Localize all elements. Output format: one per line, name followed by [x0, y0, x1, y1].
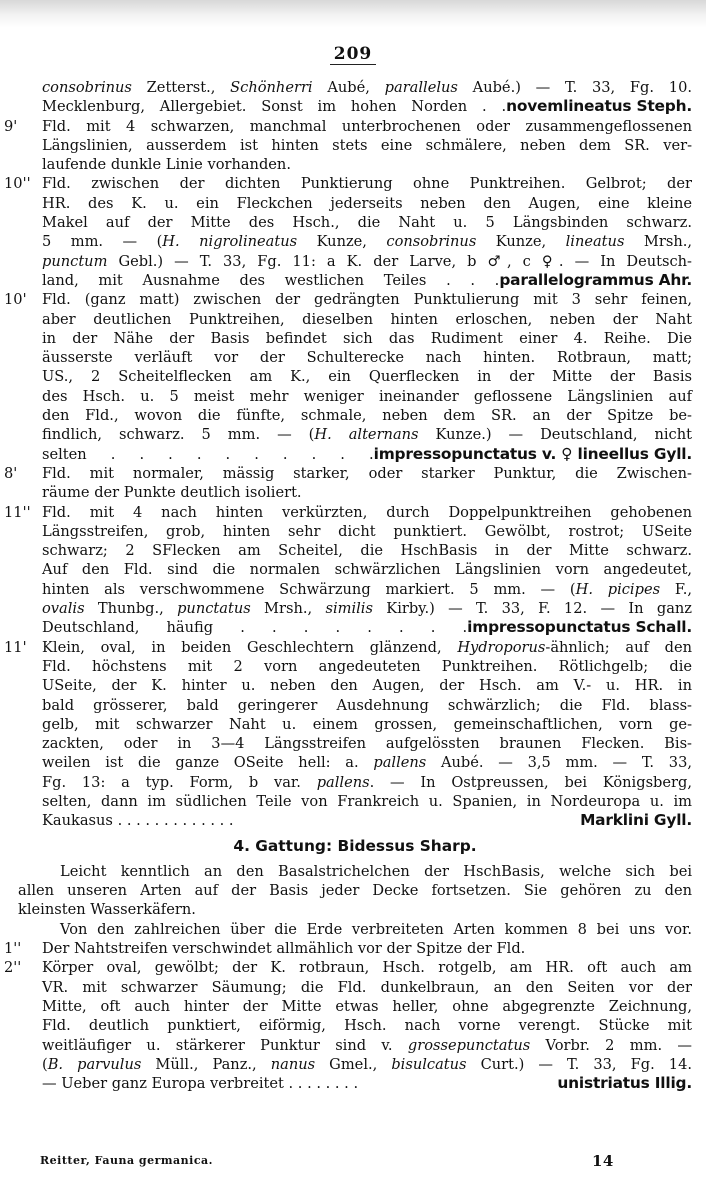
text-line [18, 483, 692, 502]
text-line [4, 638, 692, 657]
line-text: selten . . . . . . . . . . impressopunctatus v. ♀ lineellus Gyll. [42, 444, 692, 463]
footer [40, 1152, 680, 1170]
line-text: Körper oval, gewölbt; der K. rotbraun, Hsch. rotgelb, am HR. oft auch am [42, 959, 692, 977]
text-line [18, 213, 692, 232]
line-text: Leicht kenntlich an den Basalstrichelchen der HschBasis, welche sich bei [60, 862, 692, 880]
line-text: gelb, mit schwarzer Naht u. einem grossen, gemeinschaftlichen, vorn ge- [42, 715, 692, 733]
line-text: Mitte, oft auch hinter der Mitte etwas heller, ohne abgegrenzte Zeichnung, [42, 997, 692, 1015]
line-text: äusserste verläuft vor der Schulterecke nach hinten. Rotbraun, matt; [42, 349, 692, 367]
line-text: Von den zahlreichen über die Erde verbreiteten Arten kommen 8 bei uns vor. [60, 920, 692, 938]
line-text: consobrinus Zetterst., Schönherri Aubé, parallelus Aubé.) — T. 33, Fg. 10. [42, 79, 692, 96]
line-text: den Fld., wovon die fünfte, schmale, neben dem SR. an der Spitze be- [42, 407, 692, 425]
text-line [18, 618, 692, 637]
text-line [18, 136, 692, 155]
line-text: punctum Gebl.) — T. 33, Fg. 11: a K. der Larve, b ♂, c ♀. — In Deutsch- [42, 252, 692, 270]
text-line [18, 425, 692, 444]
text-line [18, 676, 692, 695]
text-line [4, 290, 692, 309]
line-text: Längsstreifen, grob, hinten sehr dicht punktiert. Gewölbt, rostrot; USeite [42, 522, 692, 540]
line-text: Fld. mit 4 schwarzen, manchmal unterbrochenen oder zusammengeflossenen [42, 117, 692, 135]
text-line [18, 978, 692, 997]
signature-number: 14 [592, 1152, 614, 1170]
section-heading-text: 4. Gattung: Bidessus Sharp. [233, 836, 477, 855]
page-number-rule [330, 64, 376, 65]
footer-signature-title: Reitter, Fauna germanica. [40, 1154, 214, 1167]
line-text: ovalis Thunbg., punctatus Mrsh., similis Kirby.) — T. 33, F. 12. — In ganz [42, 600, 692, 618]
line-text: findlich, schwarz. 5 mm. — (H. alternans Kunze.) — Deutschland, nicht [42, 426, 692, 444]
key-number: 8' [4, 464, 18, 482]
line-text: USeite, der K. hinter u. neben den Augen, der Hsch. am V.- u. HR. in [42, 677, 692, 695]
line-text: Deutschland, häufig . . . . . . . . impressopunctatus Schall. [42, 618, 692, 637]
key-number: 10' [4, 291, 27, 309]
text-line [18, 406, 692, 425]
text-line [18, 696, 692, 715]
page-number: 209 [333, 44, 373, 64]
line-text: Der Nahtstreifen verschwindet allmählich vor der Spitze der Fld. [42, 940, 526, 958]
text-line [18, 310, 692, 329]
text-line [18, 155, 692, 174]
text-line [18, 657, 692, 676]
line-text: land, mit Ausnahme des westlichen Teiles . . . parallelogrammus Ahr. [42, 270, 692, 289]
line-text: Fld. mit normaler, mässig starker, oder starker Punktur, die Zwischen- [42, 464, 692, 482]
text-line [18, 329, 692, 348]
line-text: Fld. zwischen der dichten Punktierung ohne Punktreihen. Gelbrot; der [42, 175, 692, 193]
text-line [18, 271, 692, 290]
line-text: zackten, oder in 3—4 Längsstreifen aufgelössten braunen Flecken. Bis- [42, 735, 692, 753]
text-line [18, 232, 692, 251]
text-line [18, 599, 692, 618]
key-number: 11' [4, 638, 27, 656]
text-line [18, 811, 692, 830]
text-line [18, 97, 692, 116]
line-text: des Hsch. u. 5 meist mehr weniger ineinander geflossene Längslinien auf [42, 387, 692, 405]
text-line [18, 773, 692, 792]
key-number: 10'' [4, 175, 31, 193]
line-text: Fld. (ganz matt) zwischen der gedrängten Punktulierung mit 3 sehr feinen, [42, 291, 692, 309]
section-heading [18, 837, 692, 856]
text-line [4, 939, 692, 958]
text-line [18, 920, 692, 939]
text-line [18, 792, 692, 811]
line-text: — Ueber ganz Europa verbreitet . . . . . . . . unistriatus Illig. [42, 1074, 692, 1093]
key-number: 11'' [4, 503, 31, 521]
line-text: selten, dann im südlichen Teile von Frankreich u. Spanien, in Nordeuropa u. im [42, 792, 692, 810]
text-line [18, 387, 692, 406]
line-text: Klein, oval, in beiden Geschlechtern glänzend, Hydroporus-ähnlich; auf den [42, 638, 692, 656]
text-line [18, 580, 692, 599]
text-line [18, 900, 692, 919]
text-line [18, 1036, 692, 1055]
line-text: Kaukasus . . . . . . . . . . . . . Marklini Gyll. [42, 811, 692, 830]
line-text: kleinsten Wasserkäfern. [18, 901, 196, 919]
line-text: Fld. höchstens mit 2 vorn angedeuteten Punktreihen. Rötlichgelb; die [42, 657, 692, 675]
line-text: weitläufiger u. stärkerer Punktur sind v. grossepunctatus Vorbr. 2 mm. — [42, 1036, 692, 1054]
line-text: hinten als verschwommene Schwärzung markiert. 5 mm. — (H. picipes F., [42, 580, 692, 598]
text-line [4, 503, 692, 522]
line-text: Makel auf der Mitte des Hsch., die Naht u. 5 Längsbinden schwarz. [42, 214, 692, 232]
line-text: US., 2 Scheitelflecken am K., ein Querflecken in der Mitte der Basis [42, 368, 692, 386]
key-number: 9' [4, 117, 18, 135]
text-line [18, 997, 692, 1016]
text-line [18, 78, 692, 97]
line-text: weilen ist die ganze OSeite hell: a. pallens Aubé. — 3,5 mm. — T. 33, [42, 754, 692, 772]
text-line [18, 445, 692, 464]
line-text: schwarz; 2 SFlecken am Scheitel, die HschBasis in der Mitte schwarz. [42, 542, 692, 560]
text-line [18, 1016, 692, 1035]
line-text: Fld. deutlich punktiert, eiförmig, Hsch. nach vorne verengt. Stücke mit [42, 1017, 692, 1035]
text-line [18, 367, 692, 386]
line-text: Fld. mit 4 nach hinten verkürzten, durch Doppelpunktreihen gehobenen [42, 503, 692, 521]
text-line [18, 1074, 692, 1093]
text-line [4, 464, 692, 483]
line-text: HR. des K. u. ein Fleckchen jederseits neben den Augen, eine kleine [42, 194, 692, 212]
line-text: VR. mit schwarzer Säumung; die Fld. dunkelbraun, an den Seiten vor der [42, 978, 692, 996]
text-line [18, 541, 692, 560]
text-line [18, 348, 692, 367]
line-text: laufende dunkle Linie vorhanden. [42, 156, 291, 174]
line-text: in der Nähe der Basis befindet sich das Rudiment einer 4. Reihe. Die [42, 329, 692, 347]
text-line [18, 715, 692, 734]
line-text: bald grösserer, bald geringerer Ausdehnung schwärzlich; die Fld. blass- [42, 696, 692, 714]
key-block-bidessus [4, 862, 692, 1094]
line-text: Auf den Fld. sind die normalen schwärzlichen Längslinien vorn angedeutet, [42, 561, 692, 579]
text-line [18, 881, 692, 900]
text-line [18, 753, 692, 772]
text-line [18, 252, 692, 271]
key-number: 1'' [4, 940, 22, 958]
line-text: räume der Punkte deutlich isoliert. [42, 484, 302, 502]
text-line [4, 174, 692, 193]
text-line [18, 194, 692, 213]
text-line [18, 560, 692, 579]
line-text: Mecklenburg, Allergebiet. Sonst im hohen Norden . . novemlineatus Steph. [42, 97, 692, 116]
line-text: allen unseren Arten auf der Basis jeder Decke fortsetzen. Sie gehören zu den [18, 882, 692, 900]
line-text: (B. parvulus Müll., Panz., nanus Gmel., bisulcatus Curt.) — T. 33, Fg. 14. [42, 1055, 692, 1073]
text-line [4, 958, 692, 977]
text-line [18, 862, 692, 881]
key-block-hydroporus [4, 78, 692, 831]
text-line [4, 117, 692, 136]
key-text [4, 78, 692, 1093]
line-text: 5 mm. — (H. nigrolineatus Kunze, consobrinus Kunze, lineatus Mrsh., [42, 233, 692, 251]
line-text: Längslinien, ausserdem ist hinten stets eine schmälere, neben dem SR. ver- [42, 136, 692, 154]
text-line [18, 734, 692, 753]
line-text: aber deutlichen Punktreihen, dieselben hinten erloschen, neben der Naht [42, 310, 692, 328]
key-number: 2'' [4, 959, 22, 977]
text-line [18, 522, 692, 541]
text-line [18, 1055, 692, 1074]
line-text: Fg. 13: a typ. Form, b var. pallens. — In Ostpreussen, bei Königsberg, [42, 773, 692, 791]
